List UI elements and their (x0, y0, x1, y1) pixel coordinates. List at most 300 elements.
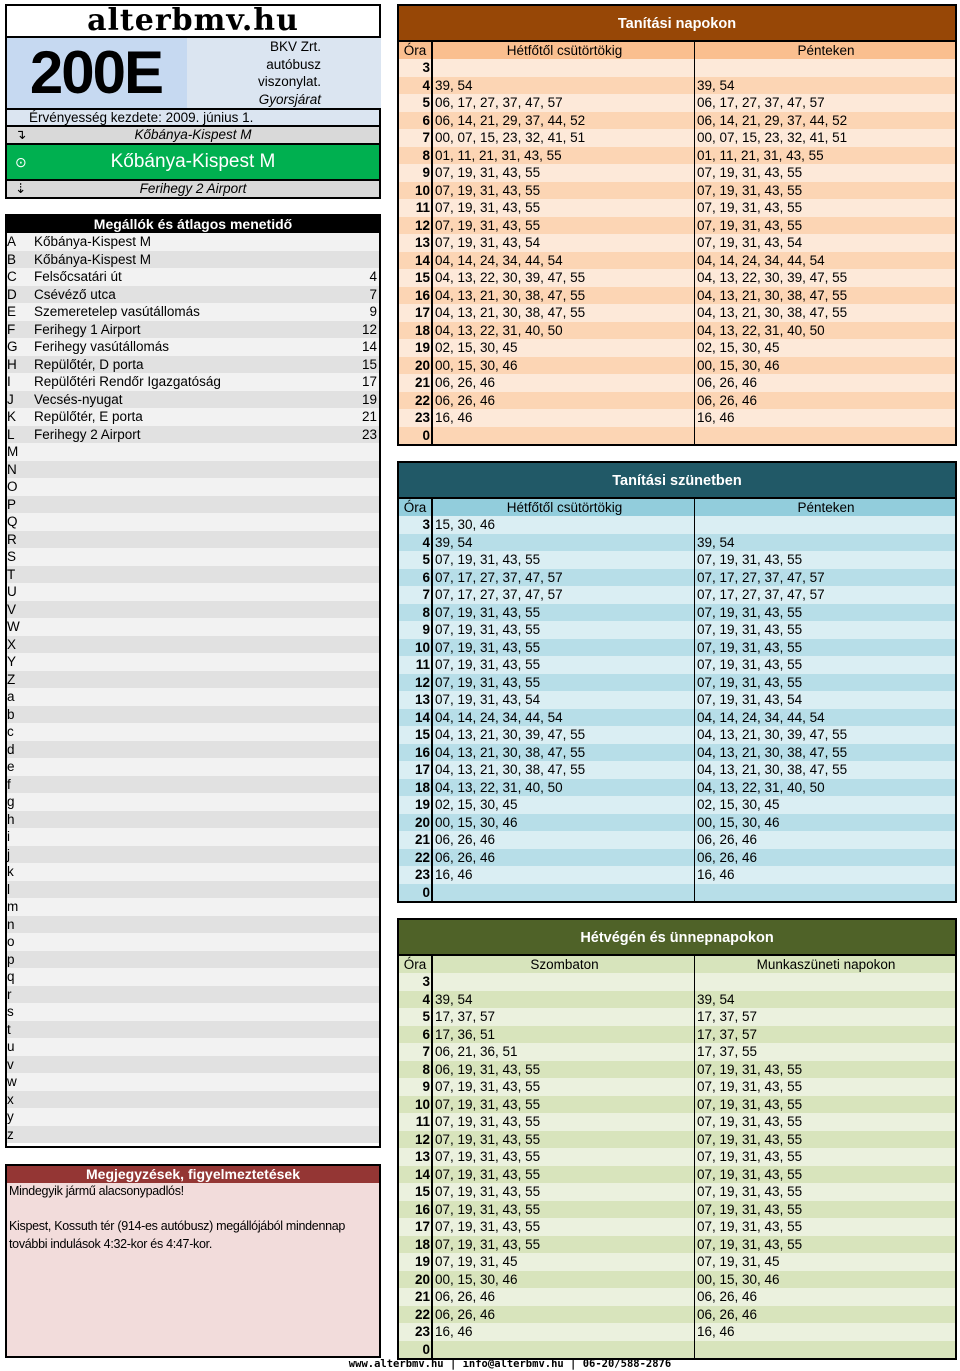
stop-row (7, 268, 379, 286)
current-stop (5, 145, 381, 181)
stop-name: Vecsés-nyugat (34, 391, 123, 407)
stop-row (7, 391, 379, 409)
stop-letter: S (7, 549, 17, 564)
stop-row (7, 706, 379, 724)
timetable-row (399, 569, 955, 587)
minutes-cell: 04, 13, 21, 30, 39, 47, 55 (697, 727, 848, 742)
minutes-cell: 07, 19, 31, 43, 55 (697, 1079, 803, 1094)
hour-cell: 7 (399, 1043, 433, 1061)
timetable-row (399, 691, 955, 709)
hour-cell: 14 (399, 709, 433, 727)
minutes-cell: 06, 26, 46 (434, 392, 695, 410)
timetable-row (399, 287, 955, 305)
minutes-cell: 00, 07, 15, 23, 32, 41, 51 (697, 130, 848, 145)
direction-to (5, 181, 381, 199)
hour-cell: 0 (399, 427, 433, 445)
minutes-cell: 07, 19, 31, 43, 55 (434, 182, 695, 200)
minutes-cell: 04, 14, 24, 34, 44, 54 (697, 252, 825, 268)
hour-cell: 3 (399, 59, 433, 77)
timetable-row (399, 339, 955, 357)
minutes-cell: 07, 19, 31, 45 (697, 1254, 780, 1269)
hour-cell: 3 (399, 516, 433, 534)
minutes-cell: 39, 54 (697, 77, 735, 93)
target-stop-icon: ⊙ (15, 154, 27, 170)
minutes-cell: 04, 13, 21, 30, 38, 47, 55 (434, 287, 695, 305)
stop-letter: j (7, 846, 10, 862)
minutes-cell: 04, 13, 21, 30, 38, 47, 55 (434, 304, 695, 322)
minutes-cell (695, 59, 955, 77)
column-header-row (399, 956, 955, 973)
minutes-cell: 07, 19, 31, 43, 55 (434, 199, 695, 217)
hour-cell: 23 (399, 866, 433, 884)
timetable-row (399, 77, 955, 95)
stop-letter: I (7, 374, 11, 389)
timetable-row (399, 551, 955, 569)
timetable-row (399, 831, 955, 849)
day-column-header: Pénteken (797, 500, 855, 515)
hour-cell: 21 (399, 831, 433, 849)
timetable-row (399, 1148, 955, 1166)
timetable-title: Tanítási szünetben (399, 463, 955, 499)
timetable-row (399, 1323, 955, 1341)
minutes-cell: 04, 13, 21, 30, 38, 47, 55 (697, 762, 848, 777)
stop-letter: M (7, 444, 19, 459)
hour-cell: 20 (399, 357, 433, 375)
minutes-cell (434, 884, 695, 902)
hour-cell: 11 (399, 199, 433, 217)
stop-letter: q (7, 969, 15, 984)
stop-letter: g (7, 794, 15, 809)
minutes-cell: 16, 46 (434, 409, 695, 427)
stop-letter: x (7, 1091, 14, 1107)
hour-cell: 0 (399, 1341, 433, 1359)
minutes-cell: 07, 19, 31, 43, 55 (434, 1218, 695, 1236)
minutes-cell: 39, 54 (434, 77, 695, 95)
stops-list (7, 233, 379, 1143)
timetable-row (399, 761, 955, 779)
hour-cell: 11 (399, 1113, 433, 1131)
minutes-cell: 07, 19, 31, 43, 55 (697, 217, 803, 233)
timetable-row (399, 164, 955, 182)
stop-row (7, 618, 379, 636)
hour-column-header: Óra (399, 499, 433, 516)
minutes-cell: 39, 54 (434, 991, 695, 1009)
direction-from (5, 127, 381, 145)
stop-letter: w (7, 1074, 17, 1089)
stop-row (7, 968, 379, 986)
stop-letter: k (7, 864, 14, 879)
timetable-row (399, 1288, 955, 1306)
hour-cell: 21 (399, 374, 433, 392)
stop-travel-time: 7 (369, 286, 377, 302)
hour-cell: 8 (399, 147, 433, 165)
minutes-cell: 04, 13, 22, 31, 40, 50 (434, 779, 695, 797)
stop-letter: f (7, 776, 11, 792)
notes-panel (5, 1164, 381, 1358)
timetable-row (399, 252, 955, 270)
column-header-row (399, 42, 955, 59)
minutes-cell: 17, 37, 57 (697, 1009, 758, 1024)
minutes-cell: 16, 46 (697, 867, 735, 882)
stop-row (7, 671, 379, 689)
timetable-row (399, 796, 955, 814)
stop-row (7, 741, 379, 759)
turn-arrow-icon: ↴ (15, 127, 27, 142)
minutes-cell: 07, 19, 31, 43, 55 (697, 552, 803, 567)
minutes-cell: 06, 26, 46 (697, 832, 758, 847)
minutes-cell: 00, 15, 30, 46 (434, 357, 695, 375)
hour-cell: 18 (399, 779, 433, 797)
timetable-school-holidays (397, 461, 957, 903)
stop-letter: Z (7, 671, 16, 687)
minutes-cell (695, 427, 955, 445)
stop-letter: V (7, 601, 17, 617)
stop-row (7, 408, 379, 426)
hour-cell: 9 (399, 621, 433, 639)
stop-row (7, 758, 379, 776)
stop-row (7, 303, 379, 321)
timetable-row (399, 1218, 955, 1236)
stop-travel-time: 12 (361, 321, 377, 337)
minutes-cell: 02, 15, 30, 45 (697, 797, 780, 812)
timetable-row (399, 1271, 955, 1289)
minutes-cell: 07, 19, 31, 43, 55 (434, 217, 695, 235)
timetable-row (399, 409, 955, 427)
stop-row (7, 583, 379, 601)
stop-letter: v (7, 1056, 14, 1072)
minutes-cell: 04, 13, 22, 31, 40, 50 (697, 779, 825, 795)
timetable-row (399, 849, 955, 867)
stop-name: Repülőtéri Rendőr Igazgatóság (34, 374, 221, 389)
stop-row (7, 828, 379, 846)
minutes-cell: 07, 19, 31, 43, 55 (697, 1201, 803, 1217)
timetable-row (399, 1166, 955, 1184)
stop-name: Repülőtér, E porta (34, 409, 143, 424)
stop-letter: T (7, 566, 16, 582)
timetable-row (399, 392, 955, 410)
minutes-cell: 07, 19, 31, 43, 55 (697, 657, 803, 672)
stop-row (7, 1073, 379, 1091)
stop-row (7, 1003, 379, 1021)
minutes-cell: 07, 19, 31, 43, 55 (434, 1113, 695, 1131)
hour-cell: 21 (399, 1288, 433, 1306)
timetable-row (399, 374, 955, 392)
stop-name: Kőbánya-Kispest M (34, 234, 152, 249)
company-name: BKV Zrt. (269, 39, 321, 54)
hour-cell: 5 (399, 94, 433, 112)
stops-title: Megállók és átlagos menetidő (7, 216, 379, 233)
stop-row (7, 601, 379, 619)
minutes-cell: 04, 13, 21, 30, 38, 47, 55 (697, 744, 848, 760)
minutes-cell: 17, 36, 51 (434, 1026, 695, 1044)
minutes-cell: 07, 19, 31, 43, 55 (697, 1184, 803, 1199)
stop-name: Repülőtér, D porta (34, 356, 144, 372)
hour-cell: 4 (399, 77, 433, 95)
minutes-cell: 00, 15, 30, 46 (697, 1271, 780, 1287)
hour-column-header: Óra (399, 956, 433, 973)
timetable-row (399, 991, 955, 1009)
stop-row (7, 776, 379, 794)
minutes-cell: 04, 13, 21, 30, 38, 47, 55 (697, 305, 848, 320)
minutes-cell: 39, 54 (697, 991, 735, 1007)
minutes-cell: 04, 13, 21, 30, 38, 47, 55 (434, 761, 695, 779)
stop-letter: Y (7, 654, 17, 669)
stop-row (7, 723, 379, 741)
stop-row (7, 566, 379, 584)
minutes-cell: 07, 19, 31, 43, 55 (697, 165, 803, 180)
minutes-cell: 06, 17, 27, 37, 47, 57 (697, 95, 825, 110)
timetable-row (399, 674, 955, 692)
stop-row (7, 653, 379, 671)
timetable-row (399, 1236, 955, 1254)
service-type: Gyorsjárat (258, 91, 321, 107)
hour-cell: 17 (399, 304, 433, 322)
stop-travel-time: 19 (361, 391, 377, 407)
minutes-cell: 07, 19, 31, 43, 55 (697, 604, 803, 620)
timetable-row (399, 1131, 955, 1149)
minutes-cell: 00, 15, 30, 46 (434, 814, 695, 832)
stop-letter: i (7, 829, 10, 844)
stop-name: Kőbánya-Kispest M (34, 251, 152, 267)
stop-letter: F (7, 321, 16, 337)
stop-row (7, 881, 379, 899)
minutes-cell: 07, 19, 31, 43, 55 (697, 1236, 803, 1252)
timetable-row (399, 726, 955, 744)
stop-letter: r (7, 986, 12, 1002)
stop-letter: o (7, 934, 15, 949)
stop-row (7, 443, 379, 461)
stop-letter: A (7, 234, 17, 249)
timetable-row (399, 304, 955, 322)
stop-letter: s (7, 1004, 14, 1019)
current-stop-label: Kőbánya-Kispest M (110, 151, 276, 172)
hour-cell: 10 (399, 1096, 433, 1114)
minutes-cell: 07, 19, 31, 43, 55 (434, 1131, 695, 1149)
hour-cell: 8 (399, 604, 433, 622)
site-logo: alterbmv.hu (5, 4, 381, 38)
timetable-school-days (397, 4, 957, 446)
timetable-row (399, 1043, 955, 1061)
hour-cell: 23 (399, 409, 433, 427)
hour-cell: 11 (399, 656, 433, 674)
day-column-header: Hétfőtől csütörtökig (434, 499, 695, 516)
timetable-row (399, 534, 955, 552)
timetable-row (399, 1026, 955, 1044)
stop-letter: z (7, 1126, 14, 1142)
hour-cell: 14 (399, 1166, 433, 1184)
note-line: további indulások 4:32-kor és 4:47-kor. (9, 1236, 213, 1251)
minutes-cell: 07, 19, 31, 45 (434, 1253, 695, 1271)
stop-letter: U (7, 584, 17, 599)
minutes-cell: 07, 19, 31, 43, 55 (434, 1096, 695, 1114)
hour-cell: 4 (399, 991, 433, 1009)
stop-travel-time: 14 (361, 339, 377, 354)
hour-cell: 5 (399, 1008, 433, 1026)
timetable-row (399, 1078, 955, 1096)
hour-cell: 22 (399, 392, 433, 410)
validity-date: Érvényesség kezdete: 2009. június 1. (5, 110, 381, 127)
minutes-cell: 07, 19, 31, 43, 55 (697, 1114, 803, 1129)
timetable-row (399, 656, 955, 674)
hour-column-header: Óra (399, 42, 433, 59)
timetable-row (399, 59, 955, 77)
minutes-cell (695, 884, 955, 902)
stop-letter: E (7, 304, 17, 319)
minutes-cell: 07, 19, 31, 43, 55 (697, 1131, 803, 1147)
timetable-row (399, 182, 955, 200)
stop-row (7, 688, 379, 706)
stop-name: Csévéző utca (34, 286, 116, 302)
stop-row (7, 793, 379, 811)
hour-cell: 12 (399, 674, 433, 692)
hour-cell: 18 (399, 322, 433, 340)
timetable-row (399, 866, 955, 884)
timetable-row (399, 884, 955, 902)
minutes-cell (434, 973, 695, 991)
stop-travel-time: 15 (361, 356, 377, 372)
route-number: 200E (7, 38, 185, 108)
day-column-header: Pénteken (797, 43, 855, 58)
stop-name: Ferihegy 2 Airport (34, 426, 141, 442)
stop-travel-time: 21 (361, 409, 377, 424)
hour-cell: 6 (399, 112, 433, 130)
stop-letter: e (7, 759, 15, 774)
stop-letter: y (7, 1109, 14, 1124)
timetable-row (399, 94, 955, 112)
timetable-row (399, 586, 955, 604)
hour-cell: 23 (399, 1323, 433, 1341)
stop-letter: p (7, 951, 15, 967)
minutes-cell (434, 1341, 695, 1359)
stop-travel-time: 17 (361, 374, 377, 389)
hour-cell: 12 (399, 217, 433, 235)
timetable-row (399, 621, 955, 639)
minutes-cell: 07, 19, 31, 43, 55 (434, 1183, 695, 1201)
stop-row (7, 1126, 379, 1144)
minutes-cell: 07, 19, 31, 43, 55 (434, 1078, 695, 1096)
day-column-header: Szombaton (434, 956, 695, 973)
timetable-row (399, 1201, 955, 1219)
stop-row (7, 338, 379, 356)
stop-row (7, 951, 379, 969)
minutes-cell: 15, 30, 46 (434, 516, 695, 534)
stop-row (7, 846, 379, 864)
timetable-row (399, 427, 955, 445)
stop-letter: l (7, 881, 10, 897)
stop-letter: X (7, 636, 17, 652)
minutes-cell: 04, 13, 22, 31, 40, 50 (697, 322, 825, 338)
minutes-cell (695, 1341, 955, 1359)
stop-letter: R (7, 531, 17, 547)
timetable-row (399, 234, 955, 252)
minutes-cell: 04, 14, 24, 34, 44, 54 (434, 709, 695, 727)
minutes-cell: 07, 19, 31, 43, 55 (697, 622, 803, 637)
stop-letter: a (7, 689, 15, 704)
stop-row (7, 251, 379, 269)
stop-row (7, 1056, 379, 1074)
hour-cell: 20 (399, 814, 433, 832)
minutes-cell: 07, 19, 31, 43, 55 (697, 639, 803, 655)
timetable-row (399, 1341, 955, 1359)
minutes-cell: 06, 26, 46 (434, 849, 695, 867)
minutes-cell: 06, 26, 46 (697, 392, 758, 408)
minutes-cell: 07, 19, 31, 43, 55 (697, 1219, 803, 1234)
stop-letter: N (7, 461, 17, 477)
minutes-cell: 07, 19, 31, 43, 55 (434, 1236, 695, 1254)
stop-row (7, 898, 379, 916)
minutes-cell: 07, 19, 31, 43, 55 (697, 1061, 803, 1077)
timetable-row (399, 129, 955, 147)
minutes-cell: 07, 19, 31, 43, 55 (434, 164, 695, 182)
stop-row (7, 373, 379, 391)
hour-cell: 5 (399, 551, 433, 569)
minutes-cell (695, 516, 955, 534)
timetable-row (399, 1008, 955, 1026)
minutes-cell: 07, 17, 27, 37, 47, 57 (697, 587, 825, 602)
stop-letter: u (7, 1039, 15, 1054)
minutes-cell: 07, 19, 31, 43, 55 (434, 621, 695, 639)
minutes-cell: 04, 13, 21, 30, 39, 47, 55 (434, 726, 695, 744)
timetable-weekends (397, 918, 957, 1360)
stop-name: Ferihegy 1 Airport (34, 321, 141, 337)
minutes-cell: 06, 14, 21, 29, 37, 44, 52 (434, 112, 695, 130)
minutes-cell: 02, 15, 30, 45 (434, 796, 695, 814)
timetable-row (399, 112, 955, 130)
minutes-cell: 07, 19, 31, 43, 55 (434, 604, 695, 622)
hour-cell: 19 (399, 339, 433, 357)
stop-row (7, 986, 379, 1004)
stop-letter: d (7, 741, 15, 757)
timetable-row (399, 1061, 955, 1079)
minutes-cell: 06, 21, 36, 51 (434, 1043, 695, 1061)
timetable-row (399, 604, 955, 622)
minutes-cell: 04, 14, 24, 34, 44, 54 (697, 709, 825, 725)
hour-cell: 17 (399, 1218, 433, 1236)
stop-row (7, 636, 379, 654)
stop-letter: W (7, 619, 20, 634)
minutes-cell (695, 973, 955, 991)
minutes-cell: 00, 07, 15, 23, 32, 41, 51 (434, 129, 695, 147)
minutes-cell: 04, 13, 21, 30, 38, 47, 55 (697, 287, 848, 303)
down-arrow-icon: ⇣ (15, 181, 27, 196)
stop-row (7, 286, 379, 304)
minutes-cell: 06, 26, 46 (697, 1289, 758, 1304)
footer-contact: www.alterbmv.hu | info@alterbmv.hu | 06-20/588-2876 (348, 1358, 672, 1370)
minutes-cell: 02, 15, 30, 45 (434, 339, 695, 357)
timetable-row (399, 217, 955, 235)
minutes-cell: 07, 19, 31, 43, 55 (697, 1166, 803, 1182)
hour-cell: 7 (399, 129, 433, 147)
stop-row (7, 321, 379, 339)
minutes-cell: 01, 11, 21, 31, 43, 55 (434, 147, 695, 165)
timetable-row (399, 814, 955, 832)
minutes-cell: 07, 19, 31, 43, 55 (434, 1148, 695, 1166)
stop-row (7, 531, 379, 549)
minutes-cell: 07, 19, 31, 43, 55 (697, 1149, 803, 1164)
stop-row (7, 863, 379, 881)
stop-row (7, 496, 379, 514)
stop-letter: D (7, 286, 17, 302)
hour-cell: 22 (399, 849, 433, 867)
stop-row (7, 513, 379, 531)
minutes-cell: 06, 19, 31, 43, 55 (434, 1061, 695, 1079)
hour-cell: 3 (399, 973, 433, 991)
minutes-cell: 02, 15, 30, 45 (697, 340, 780, 355)
stop-row (7, 233, 379, 251)
timetable-row (399, 1306, 955, 1324)
hour-cell: 15 (399, 269, 433, 287)
minutes-cell: 06, 26, 46 (697, 1306, 758, 1322)
